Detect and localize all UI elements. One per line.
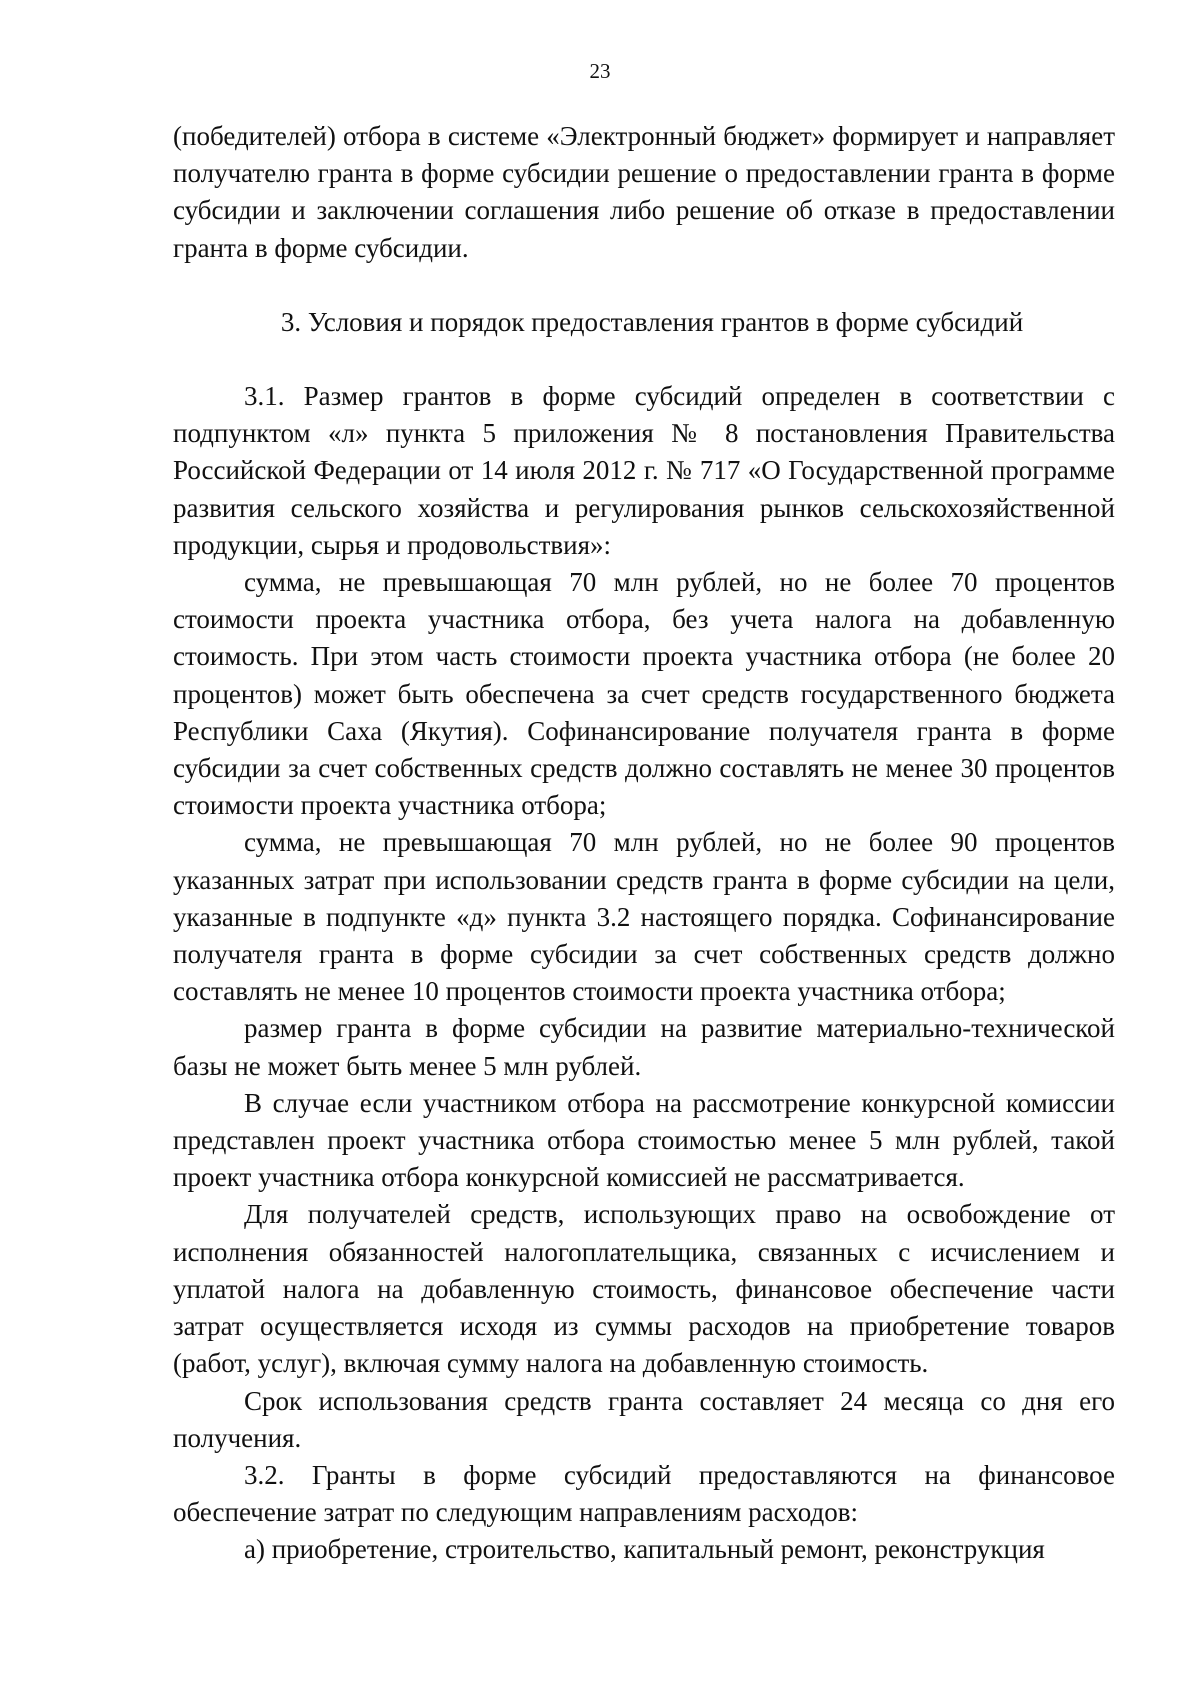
- document-body: [173, 118, 1115, 1569]
- section-heading: 3. Условия и порядок предоставления грантов в форме субсидий: [280, 306, 1024, 337]
- paragraph-project-rejection: В случае если участником отбора на рассмотрение конкурсной комиссии представлен проект участника отбора стоимостью менее 5 млн рублей, такой проект участника отбора конкурсной комиссией не рассматривается.: [173, 1087, 1115, 1193]
- page-number: 23: [589, 59, 611, 83]
- paragraph-3-2: 3.2. Гранты в форме субсидий предоставляются на финансовое обеспечение затрат по следующим направлениям расходов:: [173, 1459, 1115, 1528]
- paragraph-amount-90-percent: сумма, не превышающая 70 млн рублей, но не более 90 процентов указанных затрат при использовании средств гранта в форме субсидии на цели, указанные в подпункте «д» пункта 3.2 настоящего порядка. Софинансирование получателя гранта в форме субсидии за счет собственных средств должно составлять не менее 10 процентов стоимости проекта участника отбора;: [173, 827, 1115, 1007]
- paragraph-usage-term: Срок использования средств гранта составляет 24 месяца со дня его получения.: [173, 1385, 1115, 1453]
- paragraph-item-a: а) приобретение, строительство, капитальный ремонт, реконструкция: [244, 1534, 1045, 1565]
- paragraph-amount-70-percent: сумма, не превышающая 70 млн рублей, но не более 70 процентов стоимости проекта участника отбора, без учета налога на добавленную стоимость. При этом часть стоимости проекта участника отбора (не более 20 процентов) может быть обеспечена за счет средств государственного бюджета Республики Саха (Якутия). Софинансирование получателя гранта в форме субсидии за счет собственных средств должно составлять не менее 30 процентов стоимости проекта участника отбора;: [173, 567, 1115, 821]
- paragraph-continuation: (победителей) отбора в системе «Электронный бюджет» формирует и направляет получателю гранта в форме субсидии решение о предоставлении гранта в форме субсидии и заключении соглашения либо решение об отказе в предоставлении гранта в форме субсидии.: [173, 121, 1115, 263]
- paragraph-vat-exemption: Для получателей средств, использующих право на освобождение от исполнения обязанностей налогоплательщика, связанных с исчислением и уплатой налога на добавленную стоимость, финансовое обеспечение части затрат осуществляется исходя из суммы расходов на приобретение товаров (работ, услуг), включая сумму налога на добавленную стоимость.: [173, 1199, 1115, 1379]
- paragraph-minimum-grant: размер гранта в форме субсидии на развитие материально-технической базы не может быть менее 5 млн рублей.: [173, 1013, 1115, 1081]
- paragraph-3-1: 3.1. Размер грантов в форме субсидий определен в соответствии с подпунктом «л» пункта 5 приложения № 8 постановления Правительства Российской Федерации от 14 июля 2012 г. № 717 «О Государственной программе развития сельского хозяйства и регулирования рынков сельскохозяйственной продукции, сырья и продовольствия»:: [173, 381, 1115, 560]
